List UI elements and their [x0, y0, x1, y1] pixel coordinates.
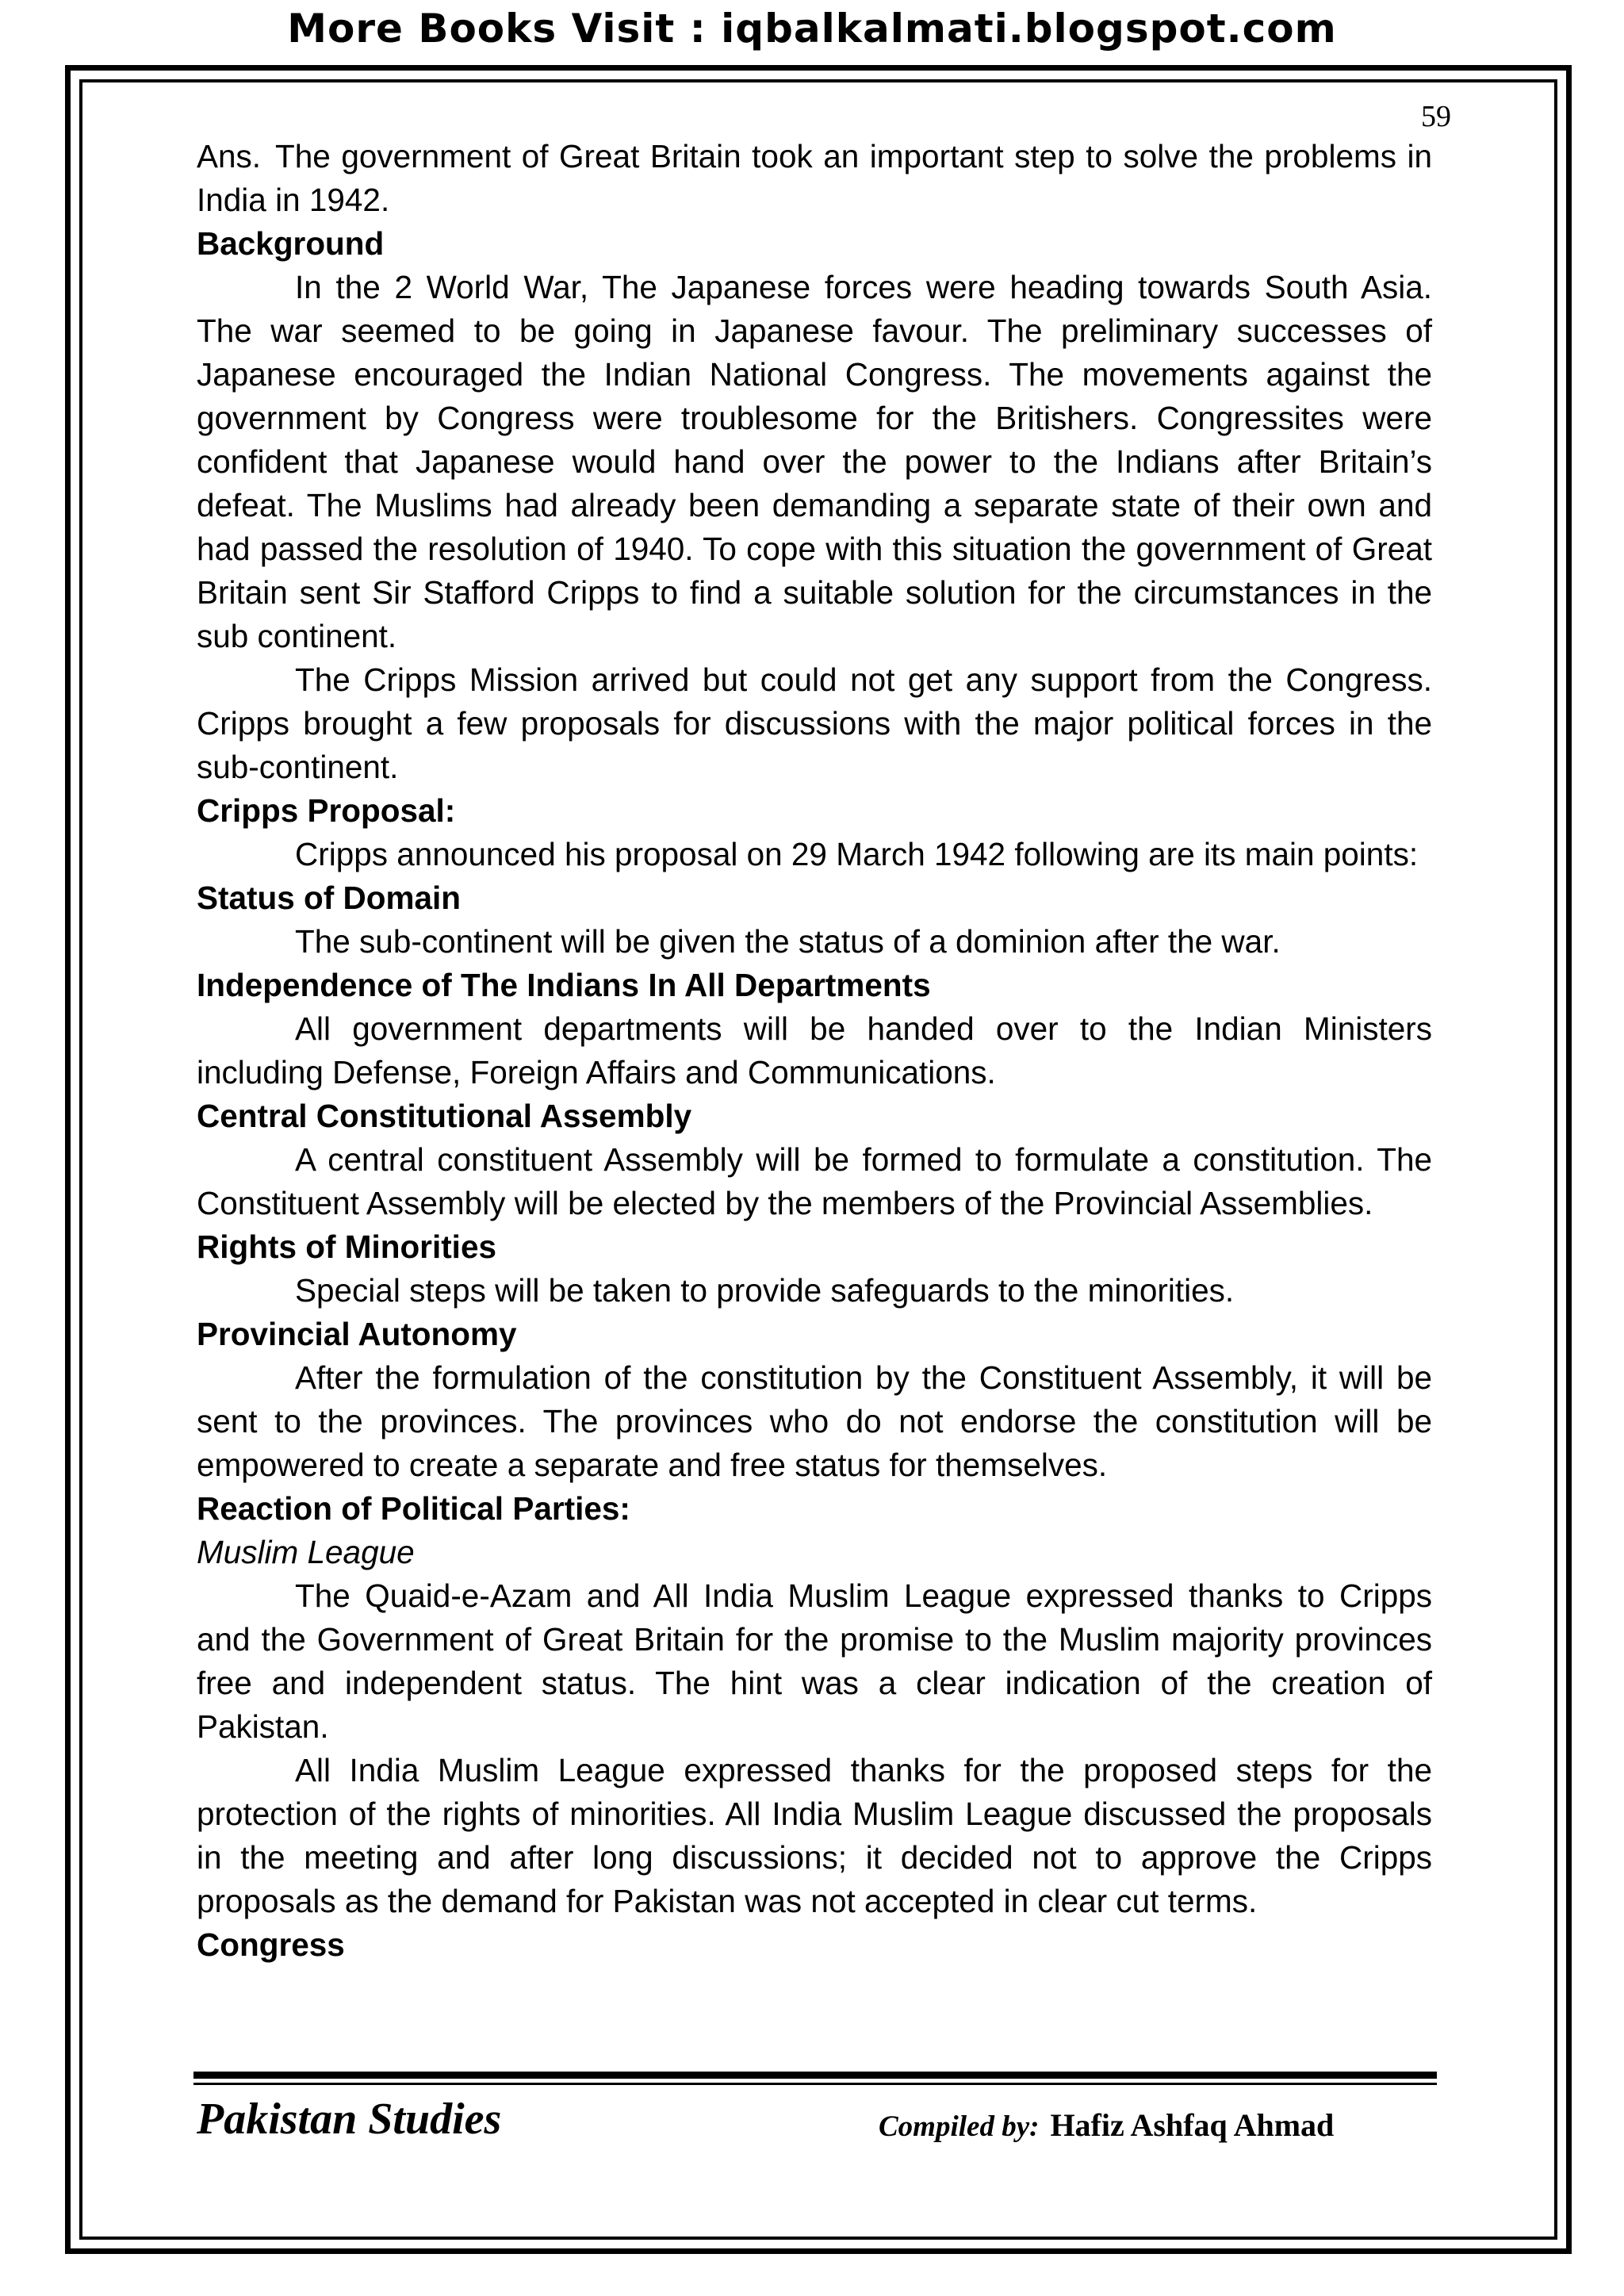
provincial-autonomy-text: After the formulation of the constitution by the Constituent Assembly, it will be sent to the provinces. The provinces who do not endorse the constitution will be empowered to create a separate and free status for themselves. — [197, 1359, 1432, 1483]
footer-compiled-by — [879, 2102, 1334, 2151]
page-content — [197, 135, 1432, 1967]
independence-heading: Independence of The Indians In All Departments — [197, 967, 931, 1003]
central-assembly-text: A central constituent Assembly will be formed to formulate a constitution. The Constituent Assembly will be elected by the members of the Provincial Assemblies. — [197, 1141, 1432, 1221]
muslim-league-heading: Muslim League — [197, 1534, 415, 1570]
muslim-league-paragraph-1: The Quaid-e-Azam and All India Muslim League expressed thanks to Cripps and the Government of Great Britain for the promise to the Muslim majority provinces free and independent status. The hint was a clear indication of the creation of Pakistan. — [197, 1577, 1432, 1745]
status-of-domain-text: The sub-continent will be given the status of a dominion after the war. — [295, 923, 1281, 960]
minorities-text: Special steps will be taken to provide safeguards to the minorities. — [295, 1272, 1235, 1309]
site-banner: More Books Visit : iqbalkalmati.blogspot.com — [287, 6, 1337, 52]
provincial-autonomy-heading: Provincial Autonomy — [197, 1316, 517, 1352]
central-assembly-heading: Central Constitutional Assembly — [197, 1098, 692, 1134]
footer-subject: Pakistan Studies — [197, 2095, 502, 2144]
footer-rule-thin — [193, 2083, 1437, 2085]
footer-rule-thick — [193, 2072, 1437, 2079]
background-paragraph-1: In the 2 World War, The Japanese forces were heading towards South Asia. The war seemed to be going in Japanese favour. The preliminary successes of Japanese encouraged the Indian National Congress. The movements against the government by Congress were troublesome for the Britishers. Congressites were confident that Japanese would hand over the power to the Indians after Britain’s defeat. The Muslims had already been demanding a separate state of their own and had passed the resolution of 1940. To cope with this situation the government of Great Britain sent Sir Stafford Cripps to find a suitable solution for the circumstances in the sub continent. — [197, 269, 1432, 654]
answer-text: The government of Great Britain took an important step to solve the problems in India in 1942. — [197, 138, 1432, 218]
footer-compiled-label: Compiled by: — [879, 2110, 1040, 2143]
background-paragraph-2: The Cripps Mission arrived but could not get any support from the Congress. Cripps brought a few proposals for discussions with the major political forces in the sub-continent. — [197, 661, 1432, 785]
status-of-domain-heading: Status of Domain — [197, 880, 462, 916]
cripps-proposal-text: Cripps announced his proposal on 29 March 1942 following are its main points: — [295, 836, 1419, 872]
answer-paragraph — [197, 135, 1432, 222]
congress-heading: Congress — [197, 1926, 345, 1963]
footer-author: Hafiz Ashfaq Ahmad — [1050, 2107, 1335, 2143]
reaction-heading: Reaction of Political Parties: — [197, 1490, 630, 1527]
minorities-heading: Rights of Minorities — [197, 1228, 496, 1265]
background-heading: Background — [197, 225, 385, 262]
answer-label: Ans. — [197, 138, 262, 174]
independence-text: All government departments will be handed over to the Indian Ministers including Defense, Foreign Affairs and Communications. — [197, 1010, 1432, 1091]
cripps-proposal-heading: Cripps Proposal: — [197, 792, 456, 829]
muslim-league-paragraph-2: All India Muslim League expressed thanks for the proposed steps for the protection of the rights of minorities. All India Muslim League discussed the proposals in the meeting and after long discussions; it decided not to approve the Cripps proposals as the demand for Pakistan was not accepted in clear cut terms. — [197, 1752, 1432, 1919]
page-number: 59 — [1421, 100, 1451, 133]
